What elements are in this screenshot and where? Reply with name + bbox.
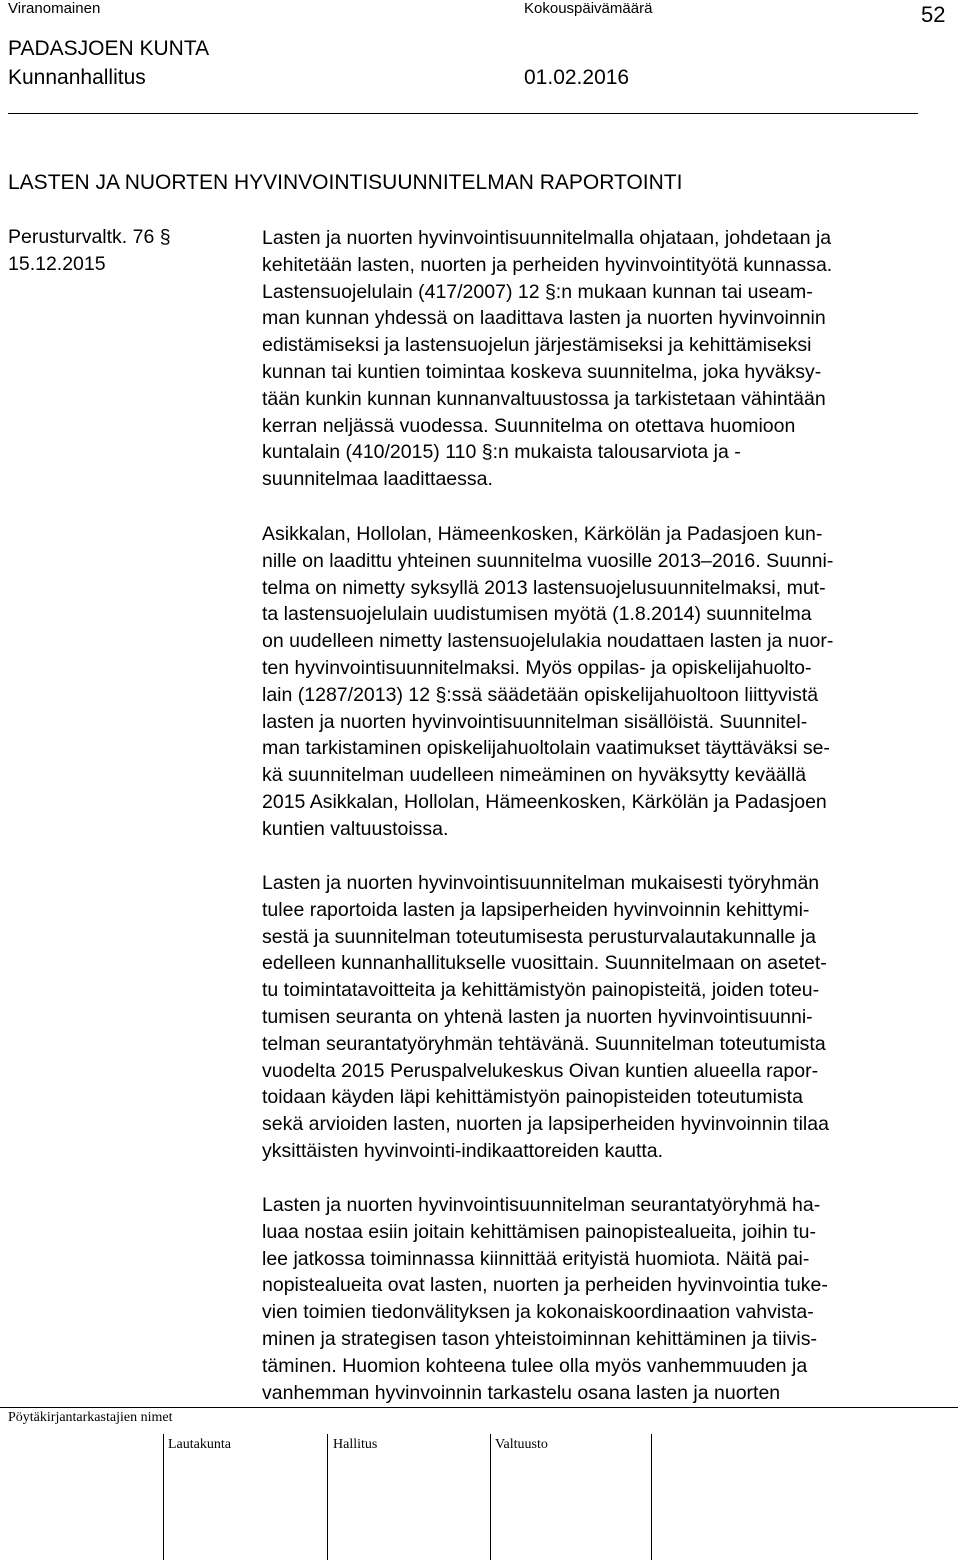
text-line: kehitetään lasten, nuorten ja perheiden hyvinvointityötä kunnassa.: [262, 253, 833, 276]
text-line: sestä ja suunnitelman toteutumisesta perusturvalautakunnalle ja: [262, 925, 816, 948]
footer-col-government: Hallitus: [333, 1437, 378, 1452]
text-line: man tarkistaminen opiskelijahuoltolain vaatimukset täyttäväksi se-: [262, 737, 830, 760]
text-line: tään kunkin kunnan kunnanvaltuustossa ja tarkistetaan vähintään: [262, 387, 826, 410]
meeting-date-label: Kokouspäivämäärä: [524, 0, 653, 17]
text-line: tu toimintatavoitteita ja kehittämistyön painopisteitä, joiden toteu-: [262, 979, 820, 1002]
footer-divider: [651, 1434, 652, 1560]
text-line: man kunnan yhdessä on laadittava lasten ja nuorten hyvinvoinnin: [262, 307, 826, 330]
authority-label: Viranomainen: [8, 0, 101, 17]
reference-section: Perusturvaltk. 76 §: [8, 226, 171, 248]
meeting-date: 01.02.2016: [524, 66, 630, 89]
text-line: edistämiseksi ja lastensuojelun järjestämiseksi ja kehittämiseksi: [262, 334, 812, 357]
text-line: vien toimien tiedonvälityksen ja kokonaiskoordinaation vahvista-: [262, 1301, 814, 1324]
text-line: ten hyvinvointisuunnitelmaksi. Myös oppilas- ja opiskelijahuolto-: [262, 656, 812, 679]
text-line: on uudelleen nimetty lastensuojelulakia noudattaen lasten ja nuor-: [262, 630, 834, 653]
text-line: Lasten ja nuorten hyvinvointisuunnitelman mukaisesti työryhmän: [262, 872, 820, 894]
text-line: Lasten ja nuorten hyvinvointisuunnitelman seurantatyöryhmä ha-: [262, 1194, 821, 1216]
header-rule: [8, 113, 918, 114]
text-line: täminen. Huomion kohteena tulee olla myös vanhemmuuden ja: [262, 1354, 808, 1377]
text-line: kerran neljässä vuodessa. Suunnitelma on otettava huomioon: [262, 414, 796, 437]
text-line: kuntien valtuustoissa.: [262, 817, 449, 840]
paragraph-1: [262, 225, 952, 493]
footer-col-board: Lautakunta: [168, 1437, 231, 1452]
text-line: vuodelta 2015 Peruspalvelukeskus Oivan kuntien alueella rapor-: [262, 1059, 819, 1082]
text-line: yksittäisten hyvinvointi-indikaattoreiden kautta.: [262, 1139, 664, 1162]
text-line: kä suunnitelman uudelleen nimeäminen on hyväksytty keväällä: [262, 764, 807, 787]
text-line: tumisen seuranta on yhtenä lasten ja nuorten hyvinvointisuunni-: [262, 1005, 813, 1028]
text-line: nopistealueita ovat lasten, nuorten ja perheiden hyvinvointia tuke-: [262, 1274, 828, 1297]
text-line: lee jatkossa toiminnassa kiinnittää erityistä huomiota. Näitä pai-: [262, 1247, 810, 1270]
document-title: LASTEN JA NUORTEN HYVINVOINTISUUNNITELMAN RAPORTOINTI: [8, 171, 683, 194]
paragraph-2: [262, 521, 952, 843]
text-line: telma on nimetty syksyllä 2013 lastensuojelusuunnitelmaksi, mut-: [262, 576, 826, 599]
footer-divider: [163, 1434, 164, 1560]
text-line: edelleen kunnanhallitukselle vuosittain. Suunnitelmaan on asetet-: [262, 952, 827, 975]
paragraph-4: [262, 1192, 952, 1406]
text-line: lain (1287/2013) 12 §:ssä säädetään opiskelijahuoltoon liittyvistä: [262, 683, 819, 706]
text-line: lasten ja nuorten hyvinvointisuunnitelman sisällöistä. Suunnitel-: [262, 710, 808, 733]
text-line: toidaan käyden läpi kehittämistyön painopisteiden toteutumista: [262, 1086, 803, 1109]
text-line: nille on laadittu yhteinen suunnitelma vuosille 2013–2016. Suunni-: [262, 549, 834, 572]
inspectors-label: Pöytäkirjantarkastajien nimet: [8, 1410, 173, 1425]
text-line: suunnitelmaa laadittaessa.: [262, 468, 493, 491]
footer-col-council: Valtuusto: [495, 1437, 548, 1452]
text-line: tulee raportoida lasten ja lapsiperheiden hyvinvoinnin kehittymi-: [262, 898, 810, 921]
text-line: 2015 Asikkalan, Hollolan, Hämeenkosken, Kärkölän ja Padasjoen: [262, 790, 827, 813]
text-line: kunnan tai kuntien toimintaa koskeva suunnitelma, joka hyväksy-: [262, 360, 822, 383]
paragraph-3: [262, 870, 952, 1165]
text-line: Asikkalan, Hollolan, Hämeenkosken, Kärkölän ja Padasjoen kun-: [262, 523, 823, 545]
text-line: minen ja strategisen tason yhteistoiminnan kehittäminen ja tiivis-: [262, 1327, 817, 1350]
text-line: Lasten ja nuorten hyvinvointisuunnitelmalla ohjataan, johdetaan ja: [262, 227, 832, 249]
reference-date: 15.12.2015: [8, 253, 106, 275]
text-line: Lastensuojelulain (417/2007) 12 §:n mukaan kunnan tai useam-: [262, 280, 813, 303]
text-line: luaa nostaa esiin joitain kehittämisen painopistealueita, joihin tu-: [262, 1220, 816, 1243]
footer-rule: [0, 1407, 958, 1408]
footer-divider: [490, 1434, 491, 1560]
text-line: kuntalain (410/2015) 110 §:n mukaista talousarviota ja -: [262, 441, 741, 464]
meeting-body: Kunnanhallitus: [8, 66, 146, 89]
text-line: telman seurantatyöryhmän tehtävänä. Suunnitelman toteutumista: [262, 1032, 826, 1055]
footer-divider: [327, 1434, 328, 1560]
text-line: sekä arvioiden lasten, nuorten ja lapsiperheiden hyvinvoinnin tilaa: [262, 1113, 829, 1136]
text-line: vanhemman hyvinvoinnin tarkastelu osana lasten ja nuorten: [262, 1381, 781, 1404]
text-line: ta lastensuojelulain uudistumisen myötä (1.8.2014) suunnitelma: [262, 603, 812, 626]
municipality-name: PADASJOEN KUNTA: [8, 37, 210, 60]
page-number: 52: [921, 2, 946, 27]
